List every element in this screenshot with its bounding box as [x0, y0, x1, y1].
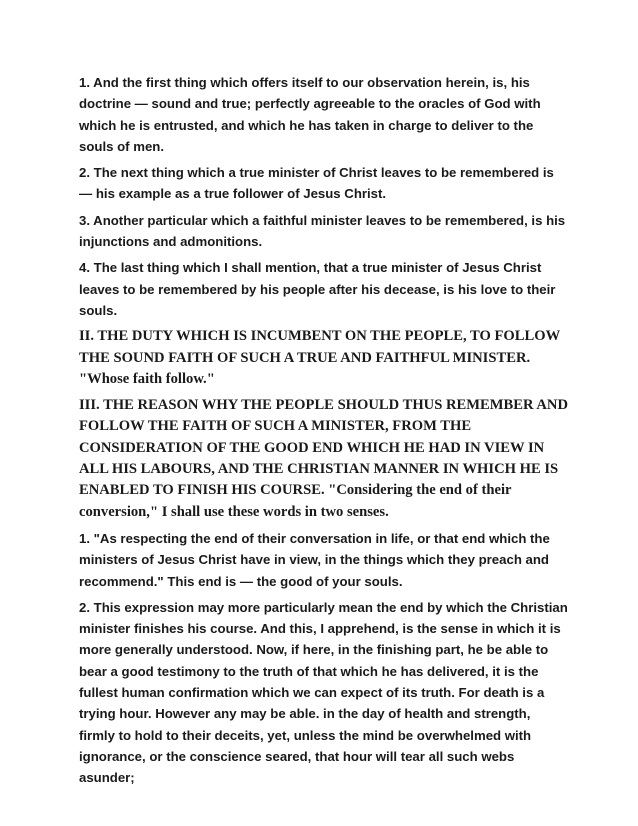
paragraph-sense-two: 2. This expression may more particularly mean the end by which the Christian minister finishes his course. And this, I apprehend, is the sense in which it is more generally understood. Now, if here, in the finishing part, he be able to bear a good testimony to the truth of that which he has delivered, it is the fullest human confirmation which we can expect of its truth. For death is a trying hour. However any may be able. in the day of health and strength, firmly to hold to their deceits, yet, unless the mind be overwhelmed with ignorance, or the conscience seared, that hour will tear all such webs asunder;	[79, 599, 568, 786]
paragraph-second-example: 2. The next thing which a true minister of Christ leaves to be remembered is — his example as a true follower of Jesus Christ.	[79, 165, 554, 202]
paragraph-first-doctrine: 1. And the first thing which offers itself to our observation herein, is, his doctrine — sound and true; perfectly agreeable to the oracles of God with which he is entrusted, and which he has taken in charge to deliver to the souls of men.	[79, 75, 541, 154]
paragraph-third-injunctions: 3. Another particular which a faithful minister leaves to be remembered, is his injunctions and admonitions.	[79, 212, 566, 250]
paragraph-fourth-love: 4. The last thing which I shall mention, that a true minister of Jesus Christ leaves to be remembered by his people after his decease, is his love to their souls.	[79, 260, 556, 318]
heading-reason-why: III. THE REASON WHY THE PEOPLE SHOULD THUS REMEMBER AND FOLLOW THE FAITH OF SUCH A MINISTER, FROM THE CONSIDERATION OF THE GOOD END WHICH HE HAD IN VIEW IN ALL HIS LABOURS, AND THE CHRISTIAN MANNER IN WHICH HE IS ENABLED TO FINISH HIS COURSE. "Considering the end of their conversion," I shall use these words in two senses.	[79, 397, 568, 520]
heading-duty-of-people: II. THE DUTY WHICH IS INCUMBENT ON THE PEOPLE, TO FOLLOW THE SOUND FAITH OF SUCH A TRUE AND FAITHFUL MINISTER. "Whose faith follow."	[79, 328, 560, 387]
document-page	[79, 72, 569, 794]
paragraph-sense-one: 1. "As respecting the end of their conversation in life, or that end which the ministers of Jesus Christ have in view, in the things which they preach and recommend." This end is — the good of your souls.	[79, 530, 550, 589]
